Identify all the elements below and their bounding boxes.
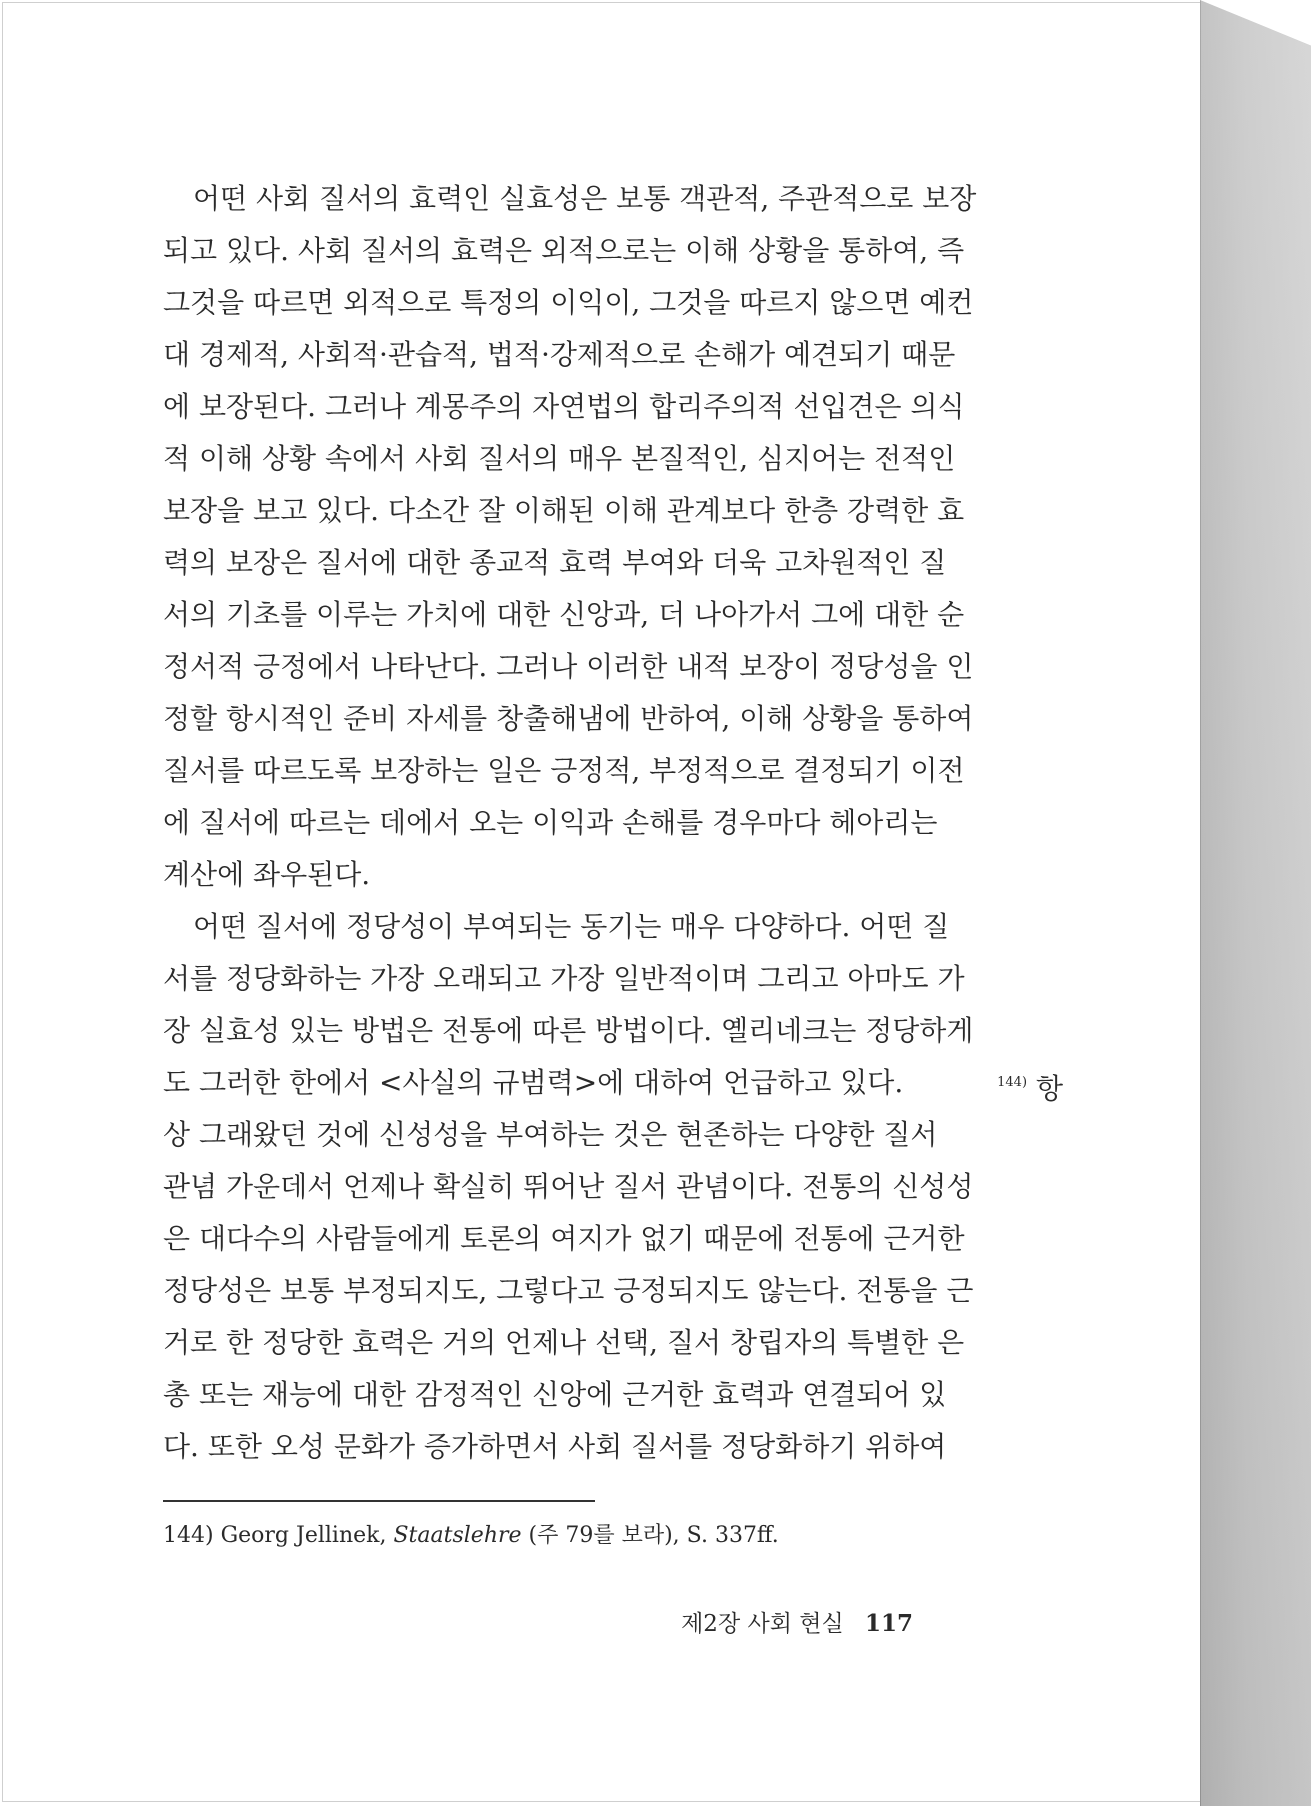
text-line: 은 대다수의 사람들에게 토론의 여지가 없기 때문에 전통에 근거한 [163, 1222, 965, 1255]
footnote-author: Georg Jellinek, [220, 1523, 387, 1548]
text-line: 적 이해 상황 속에서 사회 질서의 매우 본질적인, 심지어는 전적인 [163, 442, 956, 475]
text-line: 관념 가운데서 언제나 확실히 뛰어난 질서 관념이다. 전통의 신성성 [163, 1170, 974, 1203]
text-line: 어떤 사회 질서의 효력인 실효성은 보통 객관적, 주관적으로 보장 [193, 182, 977, 215]
text-segment: 도 그러한 한에서 <사실의 규범력>에 대하여 언급하고 있다. [163, 1066, 904, 1099]
text-line: 에 질서에 따르는 데에서 오는 이익과 손해를 경우마다 헤아리는 [163, 806, 938, 839]
text-line: 서의 기초를 이루는 가치에 대한 신앙과, 더 나아가서 그에 대한 순 [163, 598, 965, 631]
text-line: 되고 있다. 사회 질서의 효력은 외적으로는 이해 상황을 통하여, 즉 [163, 234, 965, 267]
text-line: 질서를 따르도록 보장하는 일은 긍정적, 부정적으로 결정되기 이전 [163, 754, 965, 787]
text-line: 에 보장된다. 그러나 계몽주의 자연법의 합리주의적 선입견은 의식 [163, 390, 965, 423]
text-line: 그것을 따르면 외적으로 특정의 이익이, 그것을 따르지 않으면 예컨 [163, 286, 974, 319]
text-segment [997, 1057, 1063, 1109]
text-line: 상 그래왔던 것에 신성성을 부여하는 것은 현존하는 다양한 질서 [163, 1118, 938, 1151]
footnote-divider [163, 1500, 595, 1502]
text-segment: 항 [1035, 1072, 1063, 1105]
footnote-number: 144) [163, 1523, 214, 1548]
footnote-rest: (주 79를 보라), S. 337ff. [528, 1523, 779, 1548]
page-stack-shading [1200, 0, 1311, 1806]
book-page [2, 2, 1202, 1802]
text-line: 정할 항시적인 준비 자세를 창출해냄에 반하여, 이해 상황을 통하여 [163, 702, 974, 735]
text-line: 서를 정당화하는 가장 오래되고 가장 일반적이며 그리고 아마도 가 [163, 962, 965, 995]
footnote-reference[interactable]: 144) [997, 1075, 1028, 1090]
body-text [163, 173, 1063, 1473]
footnote-title: Staatslehre [393, 1523, 522, 1548]
text-line: 장 실효성 있는 방법은 전통에 따른 방법이다. 옐리네크는 정당하게 [163, 1014, 974, 1047]
text-line: 정서적 긍정에서 나타난다. 그러나 이러한 내적 보장이 정당성을 인 [163, 650, 974, 683]
text-line: 계산에 좌우된다. [163, 858, 371, 891]
footnote [163, 1518, 779, 1549]
text-line: 정당성은 보통 부정되지도, 그렇다고 긍정되지도 않는다. 전통을 근 [163, 1274, 974, 1307]
text-line: 다. 또한 오성 문화가 증가하면서 사회 질서를 정당화하기 위하여 [163, 1430, 947, 1463]
text-line: 대 경제적, 사회적·관습적, 법적·강제적으로 손해가 예견되기 때문 [163, 338, 956, 371]
text-line: 총 또는 재능에 대한 감정적인 신앙에 근거한 효력과 연결되어 있 [163, 1378, 947, 1411]
text-line: 거로 한 정당한 효력은 거의 언제나 선택, 질서 창립자의 특별한 은 [163, 1326, 965, 1359]
page-number: 117 [864, 1610, 913, 1637]
chapter-title: 제2장 사회 현실 [681, 1611, 844, 1637]
text-line: 력의 보장은 질서에 대한 종교적 효력 부여와 더욱 고차원적인 질 [163, 546, 947, 579]
text-line: 어떤 질서에 정당성이 부여되는 동기는 매우 다양하다. 어떤 질 [193, 910, 950, 943]
text-line: 보장을 보고 있다. 다소간 잘 이해된 이해 관계보다 한층 강력한 효 [163, 494, 965, 527]
text-line-with-footnote-ref [163, 1057, 1063, 1109]
running-footer [681, 1605, 913, 1638]
